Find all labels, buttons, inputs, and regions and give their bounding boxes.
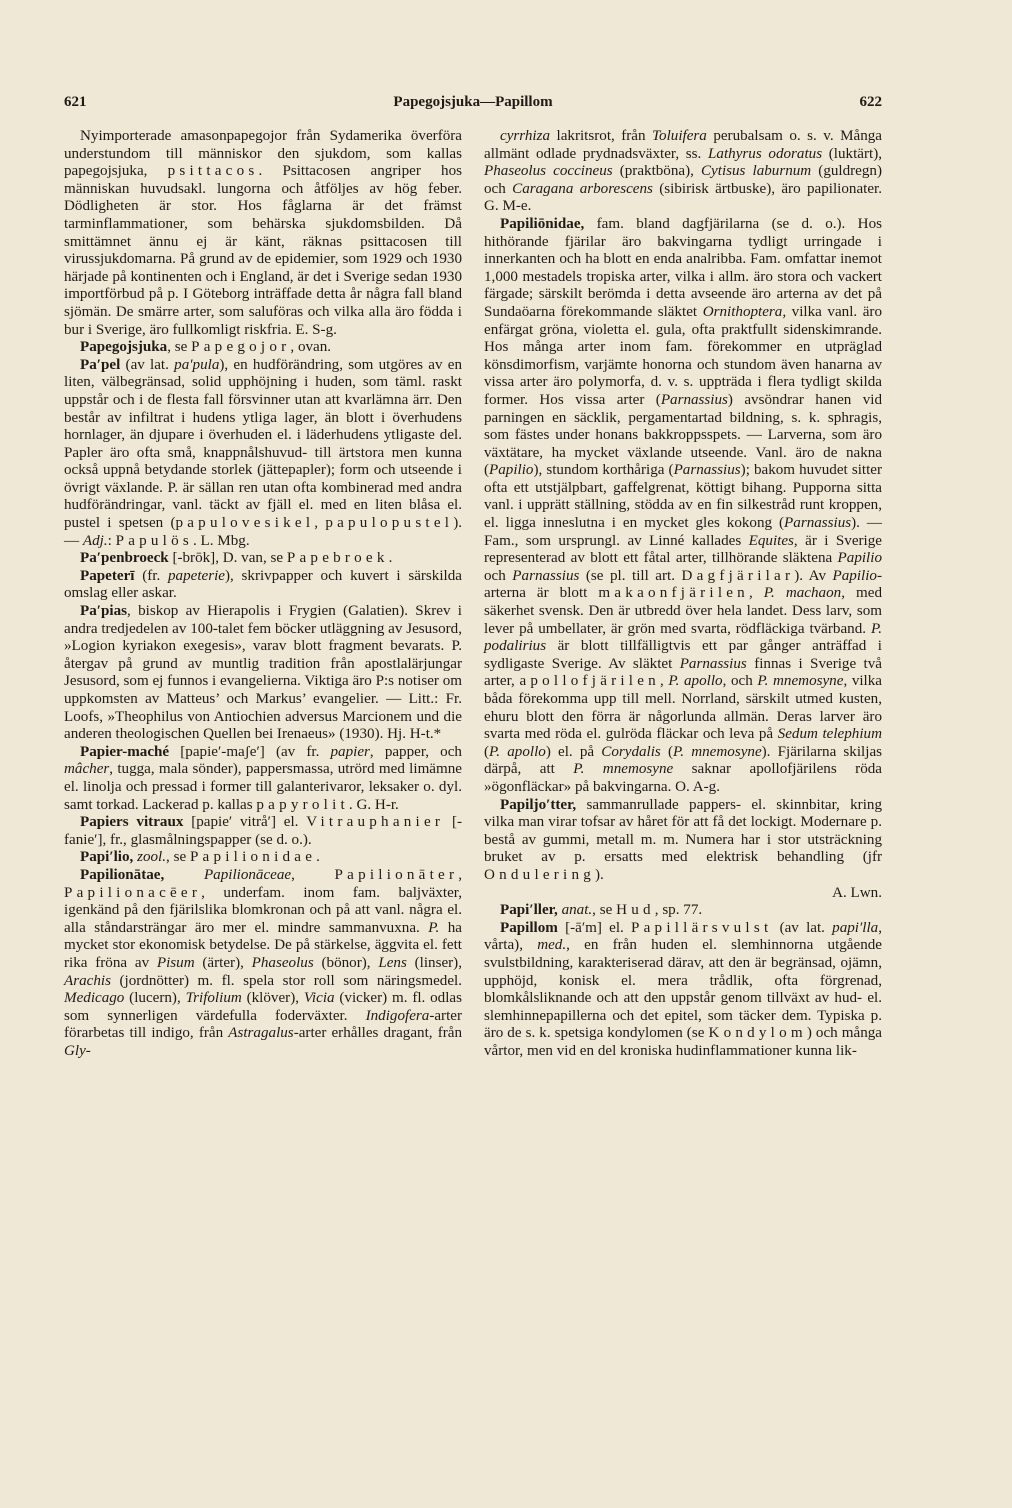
entry-headword: Pa′pias: [80, 603, 128, 620]
text-run: (praktböna),: [612, 163, 701, 180]
text-run: Sedum telephium: [777, 726, 882, 743]
text-run: Toluifera: [652, 128, 707, 144]
entry-headword: Papiers vitraux: [80, 814, 184, 831]
text-run: [-ā′m] el.: [557, 919, 631, 936]
text-run: , vårta),: [484, 919, 882, 954]
text-run: anat.: [561, 902, 593, 919]
text-run: Parnassius: [784, 515, 852, 532]
text-run: [-brōk], D. van, se: [168, 550, 287, 567]
running-title: Papegojsjuka—Papillom: [393, 94, 553, 110]
text-run: [-fanie′], fr., glasmålningspapper (se d. o.).: [64, 814, 463, 848]
text-run: Papilionacēer: [64, 884, 202, 901]
text-run: , se: [592, 902, 617, 919]
text-run: Parnassius: [512, 567, 580, 584]
entry-paragraph: [64, 867, 462, 1061]
text-run: (sibirisk ärtbuske), äro papilionater. G. M-e.: [484, 180, 882, 215]
text-run: (fr.: [134, 567, 168, 584]
entry-headword: Papi′ller,: [500, 902, 558, 919]
text-run: ).: [595, 866, 604, 883]
text-run: (ärter),: [194, 954, 252, 971]
text-run: [papie′-maʃe′] (av fr.: [169, 743, 331, 760]
text-run: Parnassius: [679, 655, 747, 672]
text-run: och: [484, 567, 513, 584]
text-run: Equites: [748, 532, 794, 549]
text-run: Gly-: [64, 1042, 91, 1059]
entry-paragraph: [64, 849, 462, 867]
text-run: perubalsam o. s. v. Många allmänt odlade prydnadsväxter, ss.: [484, 128, 882, 162]
text-run: Papegojor: [191, 339, 291, 356]
entry-headword: Papeterī: [80, 567, 135, 584]
entry-headword: Papillom: [500, 919, 558, 936]
text-run: (guldregn) och: [484, 163, 883, 197]
entry-paragraph: [64, 603, 462, 744]
page-number-right: 622: [859, 94, 882, 110]
text-run: Ornithoptera,: [702, 303, 787, 320]
text-run: , ovan.: [290, 339, 332, 356]
text-run: -arter förarbetas till indigo, från: [64, 1007, 462, 1042]
entry-paragraph: [64, 814, 462, 849]
text-run: P. mnemosyne: [757, 673, 844, 690]
text-run: (se pl. till art.: [579, 567, 682, 584]
text-run: , sp. 77.: [654, 902, 703, 919]
text-run: saknar apollofjärilens röda »ögonfläckar» på bakvingarna. O. A-g.: [484, 761, 882, 795]
text-run: Lathyrus odoratus: [708, 145, 823, 162]
entry-paragraph: [64, 744, 462, 814]
entry-headword: Pa′pel: [80, 356, 121, 373]
text-run: Indigofera: [365, 1007, 430, 1024]
text-run: . Psittacosen angriper hos människan huvudsakl. lungorna och åtföljes av hög feber. Dödligheten är stor. Hos fåglarna är det främst tarminflammationer, som behärska sjukdomsbilden. Då smittämnet ännu ej är känt, räknas psittacosen till virussjukdomarna. På grund av de epidemier, som 1929 och 1930 härjade på kontinenten och i England, är det i Sverige sedan 1930 importförbud på p. I Göteborg inträffade detta år några fall bland sjömän. De smärre arter, som saluföras och vilka alla äro födda i bur i Sverige, äro fullkomligt riskfria. E. S-g.: [64, 163, 462, 338]
text-run: Kondylom: [708, 1025, 807, 1042]
text-run: papulovesikel: [175, 515, 315, 532]
entry-paragraph: [484, 797, 882, 903]
entry-headword: Papi′lio,: [80, 849, 134, 866]
entry-paragraph: [484, 920, 882, 1061]
text-run: (av lat.: [772, 919, 833, 936]
text-run: Nyimporterade amasonpapegojor från Sydamerika överföra understundom till människor den sjukdom, som kallas papegojsjuka,: [64, 128, 462, 180]
entry-headword: Pa′penbroeck: [80, 550, 169, 567]
entry-paragraph: [64, 128, 462, 339]
entry-headword: Papegojsjuka: [80, 339, 168, 356]
text-run: Caragana arborescens: [512, 180, 653, 197]
entry-headword: Papiliōnidae,: [500, 215, 585, 232]
entry-paragraph: [64, 339, 462, 357]
text-run: (: [484, 743, 490, 760]
text-run: ) avsöndrar hanen vid parningen en säcklik, pergamentartad bildning, s. k. sphragis, som fästes under honans bakkroppsspets. — Larverna, som äro växtätare, ha mycket växlande utseende. Vanl. äro de nakna (: [484, 391, 883, 479]
text-run: finnas i Sverige två arter,: [484, 655, 882, 690]
text-run: ) och många vårtor, men vid en del kroniska hudinflammationer kunna lik-: [484, 1025, 882, 1059]
text-run: ). — Fam., som ursprungl. av Linné kallades: [484, 515, 883, 549]
text-run: P. apollo: [489, 743, 546, 760]
entry-paragraph: [64, 550, 462, 568]
text-run: , papper, och: [369, 743, 462, 760]
text-run: Adj.: [82, 532, 108, 549]
text-run: Vitrauphanier: [306, 814, 445, 831]
text-run: , se: [166, 849, 190, 866]
text-run: , tugga, mala sönder), pappersmassa, utrörd med limämne el. linolja och pressad i former till galanterivaror, leksaker o. dyl. samt torkad. Lackerad p. kallas: [64, 761, 462, 813]
text-run: ), en hudförändring, som utgöres av en liten, välbegränsad, solid upphöjning i huden, som täml. raskt uppstår och i de flesta fall försvinner utan att kvarlämna ärr. Den består av infiltrat i hudens ytliga lager, än blott i överhudens hornlager, än djupare i överhuden el. i läderhudens ytligaste del. Papler äro ofta små, knappnålshuvud- till ärtstora men kunna också uppnå betydande storlek (jättepapler); form och utseende i övrigt växlande. P. är sällan ren utan ofta kombinerad med andra hudförändringar, vanl. täckt av fjäll el. med en liten blåsa el. pustel i spetsen (: [64, 356, 462, 532]
text-run: Medicago: [64, 990, 125, 1007]
text-run: Vicia: [303, 990, 335, 1007]
text-run: . G. H-r.: [348, 796, 399, 813]
entry-headword: Papier-maché: [80, 743, 170, 760]
text-run: ,: [659, 673, 669, 690]
text-run: Papillärsvulst: [631, 919, 773, 936]
text-run: (linser),: [406, 954, 462, 971]
text-run: -arterna är blott: [484, 567, 882, 602]
text-run: ); bakom huvudet sitter ofta ett utstjälpbart, gaffelgrenat, köttigt bihang. Pupporna sitta vanl. i upprätt ställning, stödda av en fin silkestråd runt kroppen, el. ligga inneslutna i en mycket gles kokong (: [484, 462, 882, 532]
text-run: Astragalus: [228, 1025, 294, 1042]
text-run: Trifolium: [185, 990, 242, 1007]
text-run: ) el. på: [545, 743, 602, 760]
text-run: Papilionidae: [189, 849, 317, 866]
text-run: Dagfjärilar: [681, 567, 795, 584]
text-run: ). Fjärilarna skiljas därpå, att: [484, 743, 883, 778]
text-run: Parnassius: [673, 462, 741, 479]
text-run: , se: [167, 339, 192, 356]
text-run: P. machaon: [763, 585, 842, 602]
text-run: Hud: [616, 902, 655, 919]
text-run: ). Av: [794, 567, 833, 584]
text-run: P. apollo: [668, 673, 723, 690]
text-run: (av lat.: [120, 356, 175, 373]
text-run: -arter erhålles dragant, från: [293, 1025, 462, 1042]
text-run: Parnassius: [660, 391, 728, 408]
text-run: , vilka båda förekomma upp till mell. Norrland, särskilt utmed kusten, ehuru blott den förra är någorlunda allmän. Deras larver äro svarta med röda el. gulröda fläckar och leva på: [484, 673, 883, 743]
right-column: [484, 128, 882, 1060]
text-run: ,: [291, 866, 335, 883]
text-run: papeterie: [168, 567, 225, 584]
text-run: sammanrullade pappers- el. skinnbitar, kring vilka man virar tofsar av håret för att få det lockigt. Modernare p. bestå av gummi, metall m. m. Numera har i stor utsträckning bruket av p. ersatts med elektrisk behandling (jfr: [484, 796, 882, 866]
text-run: Phaseolus: [251, 954, 314, 971]
text-run: Lens: [378, 954, 407, 971]
text-run: , och: [722, 673, 758, 690]
text-run: vilka vanl. äro enfärgat gröna, violetta el. gula, ofta praktfullt sidenskimrande. Hos många arter inom fam. förekommer en utpräglad könsdimorfism, varjämte honorna och stundom även hanarna av vissa arter äro polymorfa, d. v. s. uppträda i flera tydligt skilda former. Hos vissa arter (: [484, 303, 882, 408]
text-run: (: [660, 743, 674, 760]
text-run: papi′lla: [832, 919, 879, 936]
text-run: Cytisus laburnum: [700, 163, 812, 180]
text-run: (vicker) m. fl. odlas som synnerligen värdefulla foderväxter.: [64, 990, 462, 1024]
text-run: apollofjärilen: [519, 673, 660, 690]
text-run: .: [388, 550, 393, 567]
text-run: Pisum: [156, 954, 195, 971]
text-run: Papilio: [489, 462, 534, 479]
entry-paragraph: [484, 128, 882, 216]
text-run: fam. bland dagfjärilarna (se d. o.). Hos hithörande fjärilar äro bakvingarna tydligt urringade i innerkanten och ha blott en enda analribba. Fam. omfattar inemot 1,000 mestadels tropiska arter, vilka i allm. äro stora och vackert färgade; särskilt berömda i detta avseende äro arterna av det på Sundaöarna förekommande släktet: [484, 215, 882, 320]
text-run: (jordnötter) m. fl. spela stor roll som näringsmedel.: [110, 972, 462, 989]
text-run: lakritsrot, från: [550, 128, 653, 144]
text-run: :: [107, 532, 116, 549]
text-run: [papie′ vitrå′] el.: [183, 814, 307, 831]
text-run: Arachis: [64, 972, 111, 989]
text-run: papulopustel: [325, 515, 454, 532]
text-run: [164, 867, 204, 883]
page-number-left: 621: [64, 94, 87, 110]
text-run: ,: [748, 585, 764, 602]
entry-headword: Papilionātae,: [80, 866, 165, 883]
entry-paragraph: [484, 216, 882, 797]
text-run: Ondulering: [484, 866, 596, 883]
text-run: ), stundom korthåriga (: [533, 462, 674, 479]
text-run: (klöver),: [241, 990, 304, 1007]
text-run: . L. Mbg.: [192, 532, 250, 549]
text-run: ). —: [64, 515, 463, 549]
text-run: är blott tillfälligtvis ett par gånger anträffad i sydligaste Sverige. Av släktet: [484, 638, 882, 672]
text-run: Papilionāter: [334, 866, 459, 883]
text-run: (luktärt),: [822, 145, 882, 162]
text-run: ,: [458, 866, 462, 883]
text-run: P. podalirius: [484, 620, 882, 655]
text-run: ha mycket stor ekonomisk betydelse. De på stärkelse, äggvita el. fett rika fröna av: [64, 919, 462, 971]
text-run: Papilio: [837, 550, 882, 567]
text-run: , en från huden el. slemhinnorna utgående svulstbildning, karakteriserad därav, att den är begränsad, ojämn, upphöjd, konisk el. mera trådlik, ofta förgrenad, blomkålsliknande och att den uppstår genom tillväxt av hud- el. slemhinnepapillerna och det epitel, som täcker dem. Typiska p. äro de s. k. spetsiga kondylomen (se: [484, 937, 882, 1042]
text-run: Papilio: [832, 567, 877, 584]
text-run: P. mnemosyne: [673, 743, 762, 760]
entry-paragraph: [484, 902, 882, 920]
text-run: Phaseolus coccineus: [484, 163, 613, 180]
text-run: ,: [314, 515, 326, 532]
text-run: , biskop av Hierapolis i Frygien (Galatien). Skrev i andra tredjedelen av 100-talet fem böcker utläggning av Jesusord, »Logion kyriakon exegesis», varav blott fragment bevarats. P. återgav på grund av muntlig tradition från apostlalärjungar Jesusord, som ej funnos i evangelierna. Viktiga äro P:s notiser om uppkomsten av Matteus’ och Markus’ evangelier. — Litt.: Fr. Loofs, »Theophilus von Antiochien adversus Marcionem und die anderen theologischen Quellen bei Irenaeus» (1930). Hj. H-t.*: [64, 603, 462, 743]
text-run: pa′pula: [174, 356, 220, 373]
text-run: A. Lwn.: [832, 884, 882, 901]
text-run: papier: [330, 743, 370, 760]
text-run: (bönor),: [313, 954, 379, 971]
text-run: (lucern),: [124, 990, 186, 1007]
text-run: .: [316, 849, 320, 866]
entry-paragraph: [64, 357, 462, 551]
text-run: P. mnemosyne: [573, 761, 674, 778]
text-run: makaonfjärilen: [598, 585, 749, 602]
text-run: , med säkerhet svensk. Den är utbredd över hela landet. Dess larv, som lever på umbellater, är grön med svarta, rödfläckiga tvärband.: [484, 585, 882, 637]
text-run: , är i Sverige representerad av blott ett fåtal arter, tillhörande släktena: [484, 532, 882, 567]
text-run: psittacos: [167, 163, 259, 180]
text-run: ), skrivpapper och kuvert i särskilda omslag eller askar.: [64, 567, 462, 602]
text-run: Papilionāceae: [203, 866, 292, 883]
text-run: Corydalis: [601, 743, 661, 760]
text-run: Papulös: [115, 532, 193, 549]
running-header: [64, 94, 882, 116]
text-run: , underfam. inom fam. baljväxter, igenkänd på den fjärilslika blomkronan och på att vanl. några el. alla ståndarsträngar äro mer el. mindre sammanvuxna.: [64, 884, 462, 936]
entry-headword: Papiljo′tter,: [500, 796, 577, 813]
text-run: cyrrhiza: [500, 128, 551, 144]
text-run: zool.: [137, 849, 167, 866]
left-column: [64, 128, 462, 1060]
text-run: mâcher: [64, 761, 110, 778]
entry-paragraph: [64, 568, 462, 603]
text-run: Papebroek: [286, 550, 389, 567]
text-run: papyrolit: [256, 796, 349, 813]
text-run: med.: [537, 937, 567, 954]
text-run: P.: [428, 919, 440, 936]
